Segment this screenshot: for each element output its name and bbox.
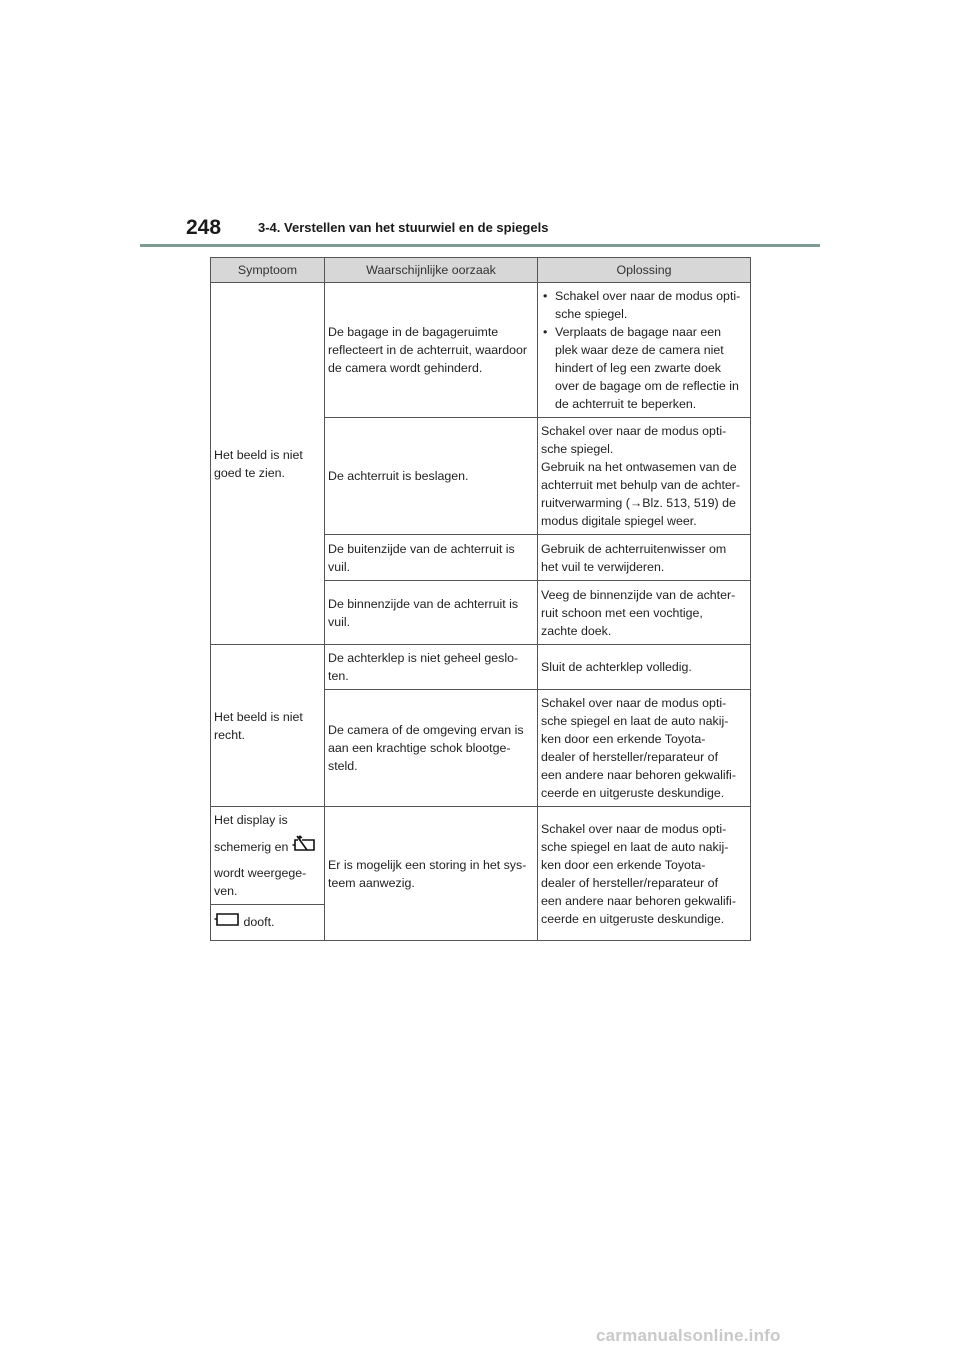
solution-text: sche spiegel en laat de auto nakij- [541, 839, 729, 854]
cause-text: vuil. [328, 614, 351, 629]
symptom-cell [211, 905, 325, 941]
solution-text: Gebruik na het ontwasemen van de [541, 460, 737, 474]
solution-bullet: • Verplaats de bagage naar een plek waar deze de camera niet hindert of leg een zwarte doek over de bagage om de reflectie in de achterruit te beperken. [541, 323, 747, 413]
column-header-solution: Oplossing [538, 258, 751, 283]
table-row [211, 645, 751, 690]
solution-text: ken door een erkende Toyota- [541, 857, 706, 872]
solution-text: ruitverwarming (→Blz. 513, 519) de [541, 496, 736, 510]
page-number: 248 [186, 216, 222, 239]
solution-text: Schakel over naar de modus opti- [541, 696, 727, 710]
column-header-cause: Waarschijnlijke oorzaak [325, 258, 538, 283]
cause-text: vuil. [328, 559, 351, 574]
cause-cell [325, 418, 538, 535]
cause-text: De camera of de omgeving ervan is [328, 723, 524, 737]
solution-text: een andere naar behoren gekwalifi- [541, 893, 736, 908]
solution-text: modus digitale spiegel weer. [541, 514, 697, 528]
symptom-text: Het beeld is niet [214, 447, 303, 462]
cause-cell [325, 645, 538, 690]
solution-text: ceerde en uitgeruste deskundige. [541, 786, 725, 800]
cause-cell [325, 690, 538, 807]
cause-cell [325, 581, 538, 645]
solution-text: Schakel over naar de modus opti- [541, 424, 727, 438]
cause-cell [325, 535, 538, 581]
cause-cell [325, 283, 538, 418]
watermark: carmanualsonline.info [596, 1326, 781, 1345]
table-row [211, 807, 751, 905]
solution-cell [538, 807, 751, 941]
cause-text: aan een krachtige schok blootge- [328, 741, 511, 755]
cause-text: de camera wordt gehinderd. [328, 361, 483, 375]
solution-text: zachte doek. [541, 623, 612, 638]
solution-cell [538, 645, 751, 690]
cause-text: De buitenzijde van de achterruit is [328, 541, 515, 556]
cause-text: reflecteert in de achterruit, waardoor [328, 343, 528, 357]
solution-text: achterruit met behulp van de achter- [541, 478, 741, 492]
solution-text: ken door een erkende Toyota- [541, 732, 706, 746]
cause-cell [325, 807, 538, 941]
solution-text: Gebruik de achterruitenwisser om [541, 541, 727, 556]
solution-text: Sluit de achterklep volledig. [541, 660, 692, 674]
symptom-cell [211, 283, 325, 645]
solution-text: Veeg de binnenzijde van de achter- [541, 587, 736, 602]
solution-text: sche spiegel en laat de auto nakij- [541, 714, 729, 728]
symptom-text: Het display is [214, 813, 288, 827]
table-header-row [211, 258, 751, 283]
symptom-text: Het beeld is niet [214, 709, 303, 724]
page-header [140, 212, 820, 246]
solution-cell [538, 418, 751, 535]
column-header-symptom: Symptoom [211, 258, 325, 283]
symptom-text: ven. [214, 884, 238, 898]
solution-text: dealer of hersteller/reparateur of [541, 750, 719, 764]
troubleshooting-table [210, 257, 751, 941]
solution-text: ruit schoon met een vochtige, [541, 605, 703, 620]
cause-text: steld. [328, 759, 358, 773]
cause-text: teem aanwezig. [328, 875, 415, 890]
solution-cell [538, 535, 751, 581]
section-title: 3-4. Verstellen van het stuurwiel en de spiegels [258, 220, 549, 235]
solution-bullet: • Schakel over naar de modus opti-sche spiegel. [541, 287, 747, 323]
solution-text: het vuil te verwijderen. [541, 559, 665, 574]
cause-text: Er is mogelijk een storing in het sys- [328, 857, 527, 872]
solution-text: dealer of hersteller/reparateur of [541, 875, 719, 890]
cause-text: De achterklep is niet geheel geslo- [328, 651, 519, 665]
symptom-text-with-icon [214, 835, 321, 860]
solution-text: ceerde en uitgeruste deskundige. [541, 911, 725, 926]
table-row [211, 283, 751, 418]
symptom-text: goed te zien. [214, 465, 285, 480]
cause-text: ten. [328, 669, 349, 683]
symptom-cell [211, 807, 325, 905]
solution-text: sche spiegel. [541, 442, 614, 456]
solution-bullet-list [541, 287, 747, 413]
solution-cell [538, 581, 751, 645]
symptom-text: recht. [214, 727, 245, 742]
solution-text: een andere naar behoren gekwalifi- [541, 768, 736, 782]
symptom-cell [211, 645, 325, 807]
cause-text: De binnenzijde van de achterruit is [328, 596, 519, 611]
symptom-text: dooft. [243, 914, 275, 929]
symptom-text: wordt weergege- [214, 866, 307, 880]
header-rule [140, 244, 820, 247]
camera-warning-icon [292, 835, 316, 860]
solution-text: Schakel over naar de modus opti- [541, 821, 727, 836]
cause-text: De bagage in de bagageruimte [328, 325, 499, 339]
cause-text: De achterruit is beslagen. [328, 469, 469, 483]
solution-cell [538, 690, 751, 807]
camera-icon [214, 912, 240, 933]
symptom-text: schemerig en [214, 839, 289, 854]
solution-cell [538, 283, 751, 418]
